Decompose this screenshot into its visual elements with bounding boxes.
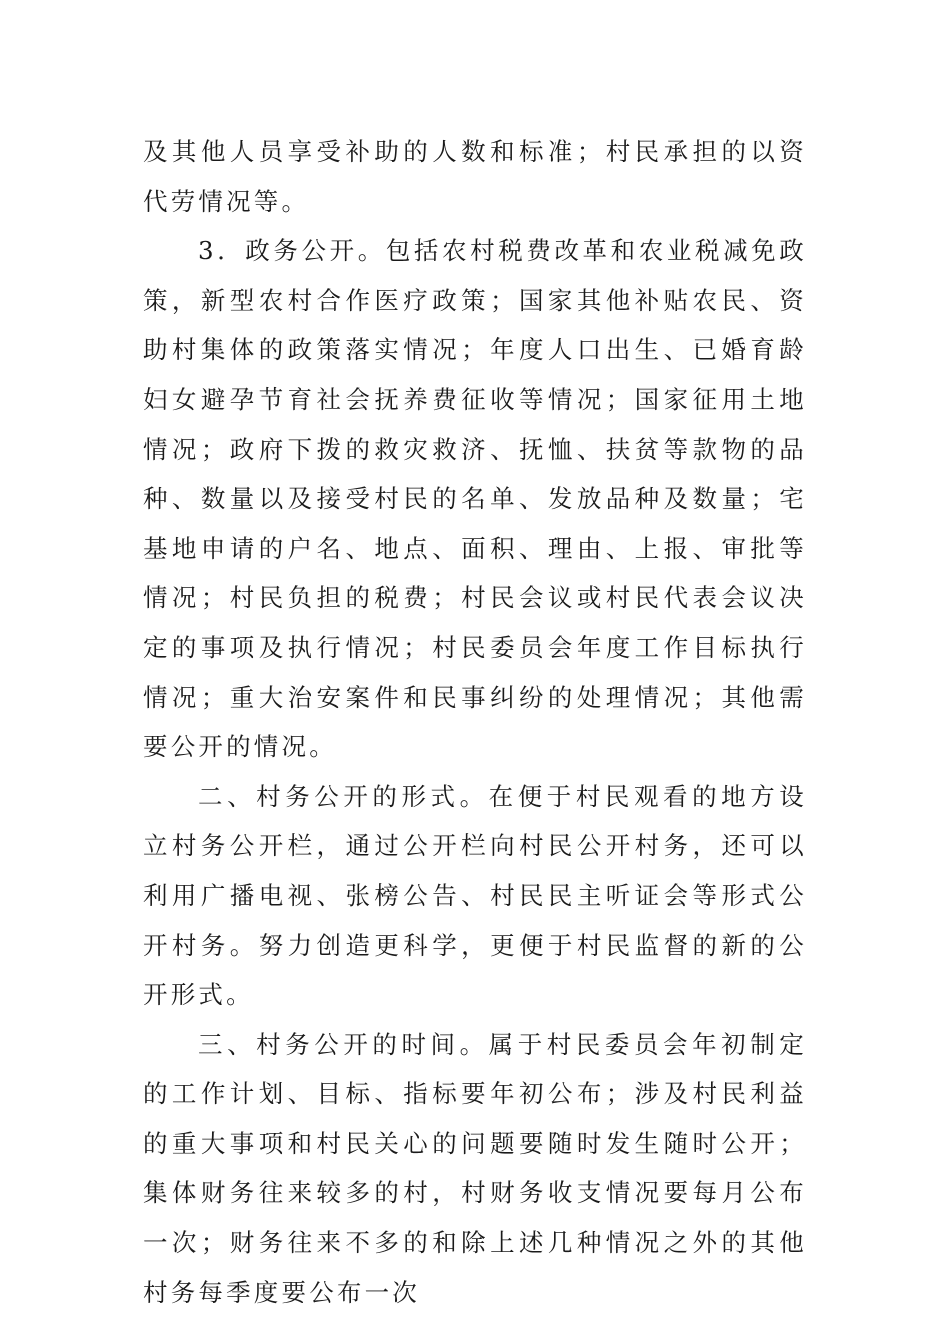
document-body xyxy=(143,127,807,1317)
paragraph-disclosure-forms: 二、村务公开的形式。在便于村民观看的地方设立村务公开栏，通过公开栏向村民公开村务，还可以利用广播电视、张榜公告、村民民主听证会等形式公开村务。努力创造更科学，更便于村民监督的新的公开形式。 xyxy=(143,781,807,1010)
paragraph-continuation: 及其他人员享受补助的人数和标准；村民承担的以资代劳情况等。 xyxy=(143,137,807,216)
paragraph-disclosure-timing: 三、村务公开的时间。属于村民委员会年初制定的工作计划、目标、指标要年初公布；涉及村民利益的重大事项和村民关心的问题要随时发生随时公开；集体财务往来较多的村，村财务收支情况要每月公布一次；财务往来不多的和除上述几种情况之外的其他村务每季度要公布一次 xyxy=(143,1029,807,1307)
paragraph-government-affairs: 3．政务公开。包括农村税费改革和农业税减免政策，新型农村合作医疗政策；国家其他补贴农民、资助村集体的政策落实情况；年度人口出生、已婚育龄妇女避孕节育社会抚养费征收等情况；国家征用土地情况；政府下拨的救灾救济、抚恤、扶贫等款物的品种、数量以及接受村民的名单、发放品种及数量；宅基地申请的户名、地点、面积、理由、上报、审批等情况；村民负担的税费；村民会议或村民代表会议决定的事项及执行情况；村民委员会年度工作目标执行情况；重大治安案件和民事纠纷的处理情况；其他需要公开的情况。 xyxy=(143,236,807,762)
